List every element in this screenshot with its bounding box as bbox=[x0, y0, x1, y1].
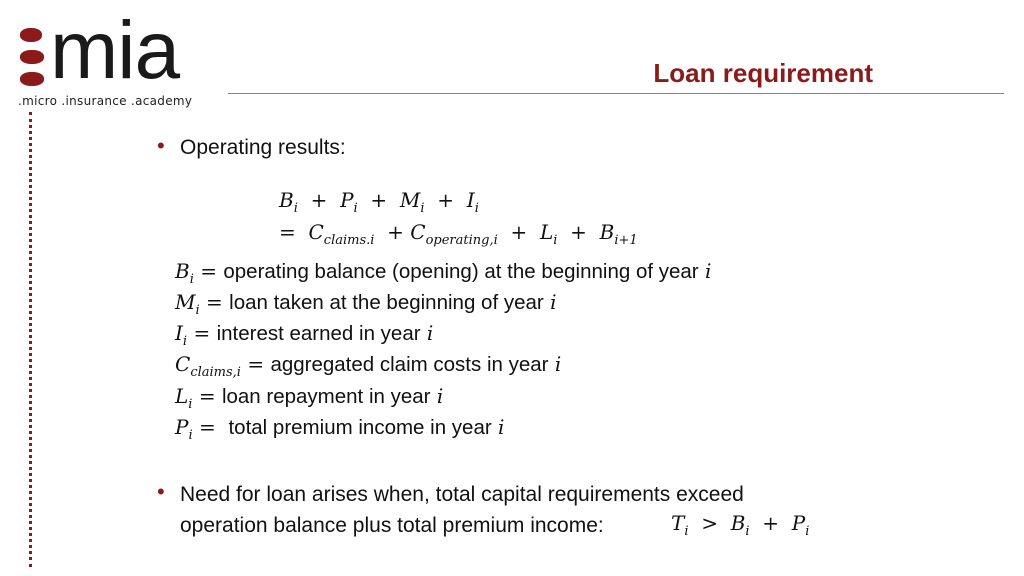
definition-row: $I_i$ = interest earned in year i bbox=[175, 321, 434, 349]
bullet-operating-results: Operating results: bbox=[180, 136, 346, 159]
left-dotted-rule bbox=[29, 112, 32, 567]
equation-line-2: = $C_{claims.i} + C_{operating,i} + L_i + B_{i+1}$ bbox=[279, 220, 638, 248]
logo-wordmark: mia bbox=[50, 5, 180, 96]
bullet-marker: • bbox=[157, 479, 165, 504]
logo-dot-bottom bbox=[20, 72, 44, 86]
bullet-loan-need-line-2: operation balance plus total premium income: bbox=[180, 514, 604, 537]
definition-row: $M_i$ = loan taken at the beginning of year i bbox=[175, 290, 557, 318]
slide-title: Loan requirement bbox=[653, 58, 873, 88]
logo-tagline: .micro .insurance .academy bbox=[18, 94, 193, 108]
title-underline bbox=[228, 93, 1004, 94]
definition-row: $P_i$ = total premium income in year i bbox=[175, 415, 505, 443]
definition-row: $C_{claims,i}$ = aggregated claim costs in year i bbox=[175, 352, 562, 380]
logo-dot-middle bbox=[20, 50, 44, 64]
definition-row: $B_i$ = operating balance (opening) at the beginning of year i bbox=[175, 259, 712, 287]
logo-dot-top bbox=[20, 28, 42, 42]
equation-line-1: $B_i + P_i + M_i + I_i$ bbox=[279, 188, 479, 216]
definition-row: $L_i$ = loan repayment in year i bbox=[175, 384, 444, 412]
bullet-marker: • bbox=[157, 133, 165, 158]
inequality-formula: $T_i > B_i + P_i$ bbox=[671, 511, 810, 539]
bullet-loan-need-line-1: Need for loan arises when, total capital requirements exceed bbox=[180, 483, 744, 506]
